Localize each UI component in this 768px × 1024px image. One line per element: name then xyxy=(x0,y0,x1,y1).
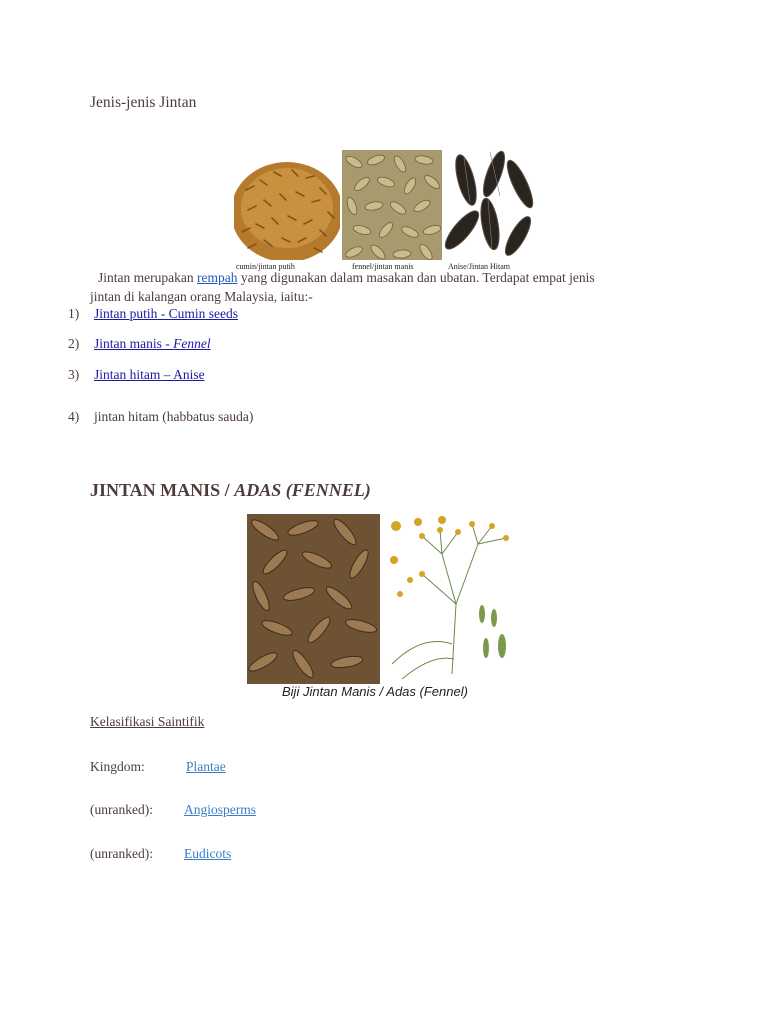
section-title-italic: ADAS (FENNEL) xyxy=(234,480,371,500)
list-number: 3) xyxy=(68,367,80,382)
caption-fennel: fennel/jintan manis xyxy=(352,262,414,271)
list-item-4 xyxy=(68,409,253,425)
list-number: 1) xyxy=(68,306,80,321)
plantae-link[interactable]: Plantae xyxy=(186,759,226,774)
row-label: Kingdom: xyxy=(90,759,145,774)
classification-row-unranked-1 xyxy=(90,802,256,818)
classification-row-unranked-2 xyxy=(90,846,231,862)
jintan-manis-link[interactable] xyxy=(94,336,211,351)
jintan-putih-link[interactable]: Jintan putih - Cumin seeds xyxy=(94,306,238,321)
cumin-seeds-image xyxy=(234,150,340,260)
list-number: 2) xyxy=(68,336,80,351)
classification-title: Kelasifikasi Saintifik xyxy=(90,714,205,729)
intro-text-end: yang digunakan dalam masakan dan ubatan. Terdapat empat jenis xyxy=(237,270,595,285)
intro-line-1 xyxy=(98,270,595,286)
link-text: Jintan manis - xyxy=(94,336,174,351)
list-item-3 xyxy=(68,367,205,383)
caption-cumin: cumin/jintan putih xyxy=(236,262,295,271)
link-italic-text: Fennel xyxy=(173,336,211,351)
section-title-normal: JINTAN MANIS / xyxy=(90,480,235,500)
list-number: 4) xyxy=(68,409,80,424)
intro-line-2: jintan di kalangan orang Malaysia, iaitu:- xyxy=(90,289,313,304)
row-label: (unranked): xyxy=(90,846,153,861)
classification-row-kingdom xyxy=(90,759,226,775)
section-title xyxy=(90,480,371,501)
fennel-caption: Biji Jintan Manis / Adas (Fennel) xyxy=(282,684,468,699)
list-item-2 xyxy=(68,336,211,352)
jintan-hitam-link[interactable]: Jintan hitam – Anise xyxy=(94,367,205,382)
fennel-seeds-image xyxy=(342,150,442,260)
rempah-link[interactable]: rempah xyxy=(196,270,238,285)
fennel-seeds-closeup-image xyxy=(247,514,380,684)
caption-anise: Anise/Jintan Hitam xyxy=(448,262,510,271)
page-heading: Jenis-jenis Jintan xyxy=(90,94,197,111)
intro-text-start: Jintan merupakan xyxy=(98,270,197,285)
fennel-plant-illustration xyxy=(382,514,518,684)
eudicots-link[interactable]: Eudicots xyxy=(184,846,232,861)
row-label: (unranked): xyxy=(90,802,153,817)
angiosperms-link[interactable]: Angiosperms xyxy=(184,802,256,817)
list-item-1 xyxy=(68,306,238,322)
list-text: jintan hitam (habbatus sauda) xyxy=(94,409,254,424)
anise-seeds-image xyxy=(444,150,536,260)
